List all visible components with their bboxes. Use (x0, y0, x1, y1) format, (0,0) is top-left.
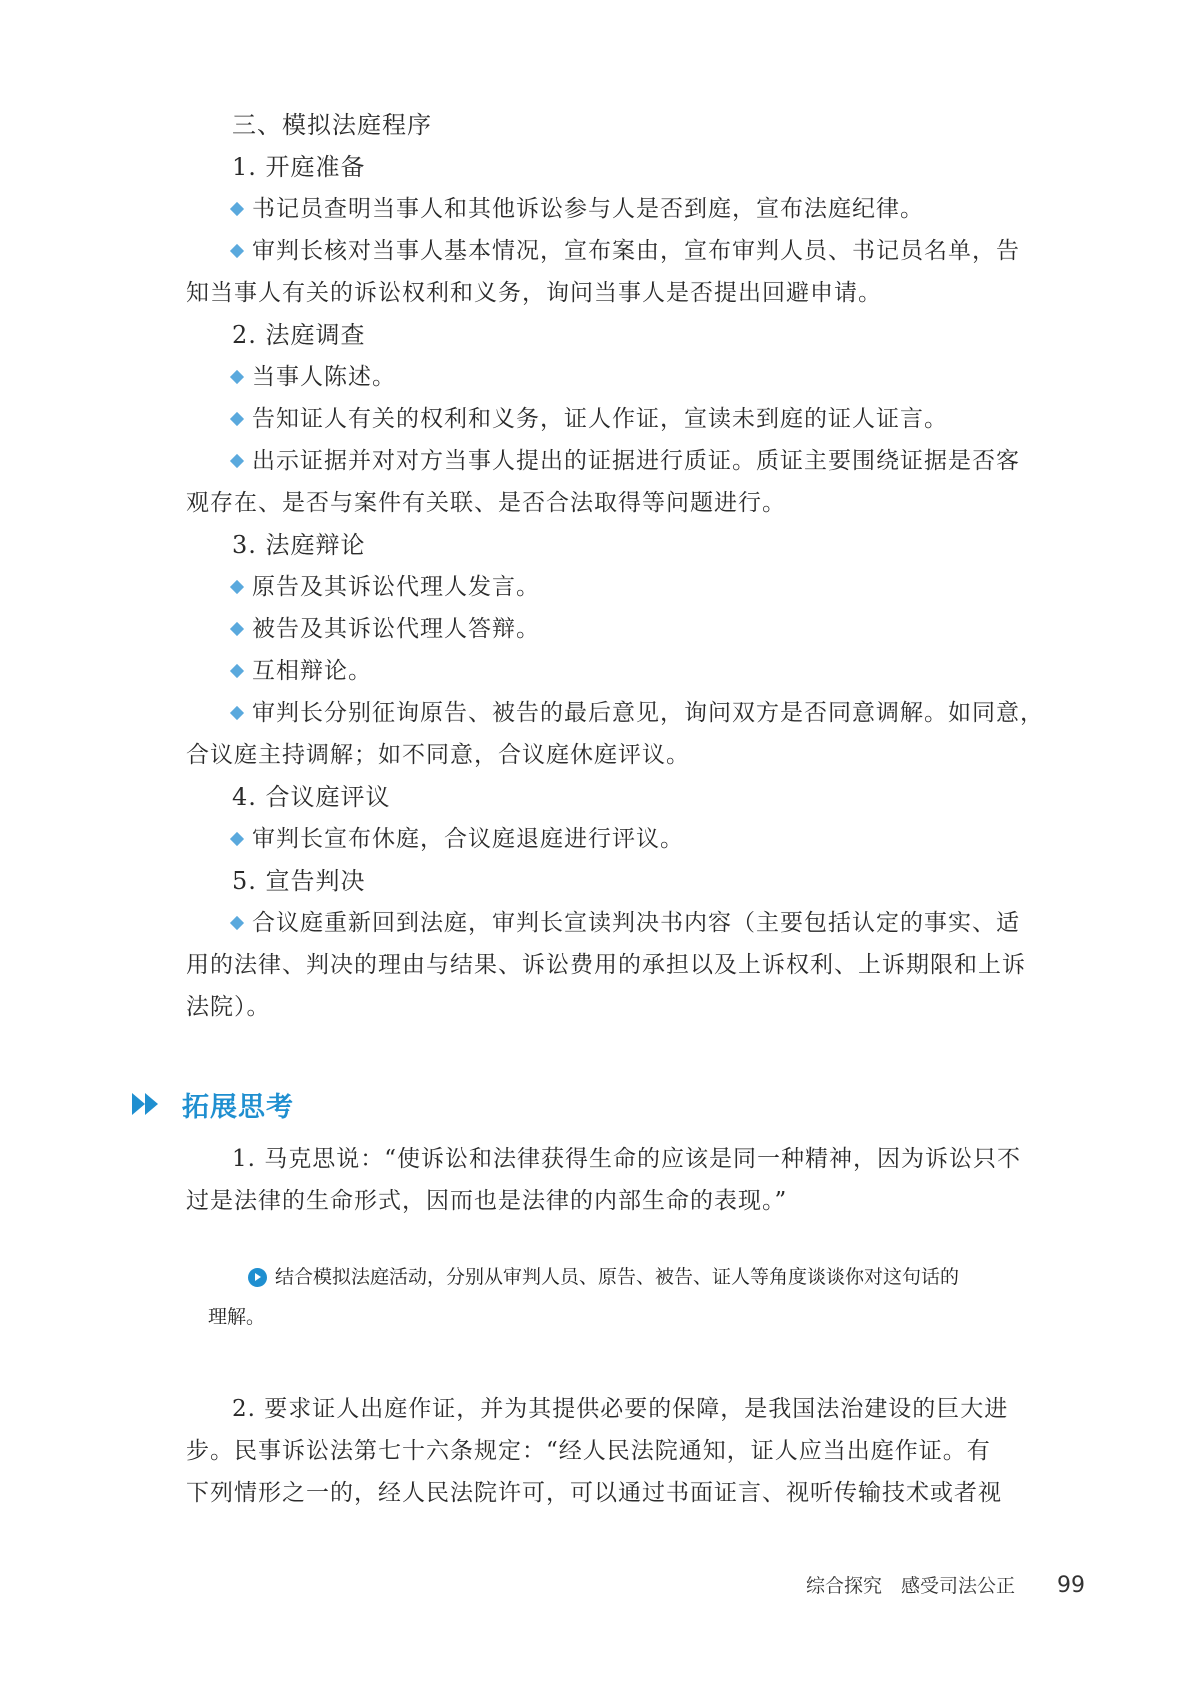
bullet-item: 出示证据并对对方当事人提出的证据进行质证。质证主要围绕证据是否客 (186, 440, 1046, 482)
diamond-bullet-icon (230, 832, 244, 846)
step-title: 5. 宣告判决 (232, 867, 366, 895)
diamond-bullet-icon (230, 454, 244, 468)
diamond-bullet-icon (230, 622, 244, 636)
bullet-item: 合议庭重新回到法庭，审判长宣读判决书内容（主要包括认定的事实、适 (186, 902, 1046, 944)
section-heading: 三、模拟法庭程序 (232, 111, 432, 139)
bullet-continuation: 知当事人有关的诉讼权利和义务，询问当事人是否提出回避申请。 (186, 280, 882, 306)
bullet-item: 互相辩论。 (186, 650, 1046, 692)
diamond-bullet-icon (230, 580, 244, 594)
bullet-item: 审判长核对当事人基本情况，宣布案由，宣布审判人员、书记员名单，告 (186, 230, 1046, 272)
diamond-bullet-icon (230, 664, 244, 678)
bullet-continuation: 观存在、是否与案件有关联、是否合法取得等问题进行。 (186, 490, 786, 516)
bullet-continuation: 法院）。 (186, 994, 271, 1020)
page-number: 99 (1057, 1573, 1086, 1598)
diamond-bullet-icon (230, 916, 244, 930)
question-text: 过是法律的生命形式，因而也是法律的内部生命的表现。” (186, 1188, 788, 1214)
question-text: 2. 要求证人出庭作证，并为其提供必要的保障，是我国法治建设的巨大进 (232, 1396, 1009, 1422)
question-text: 步。民事诉讼法第七十六条规定：“经人民法院通知，证人应当出庭作证。有 (186, 1438, 991, 1464)
diamond-bullet-icon (230, 244, 244, 258)
page-footer (806, 1571, 1085, 1598)
question-text: 下列情形之一的，经人民法院许可，可以通过书面证言、视听传输技术或者视 (186, 1480, 1002, 1506)
bullet-item: 当事人陈述。 (186, 356, 1046, 398)
diamond-bullet-icon (230, 706, 244, 720)
footer-chapter: 综合探究 感受司法公正 (806, 1575, 1016, 1597)
question-2 (186, 1388, 1046, 1514)
bullet-item: 审判长宣布休庭，合议庭退庭进行评议。 (186, 818, 1046, 860)
main-text (186, 104, 1046, 1028)
bullet-item: 书记员查明当事人和其他诉讼参与人是否到庭，宣布法庭纪律。 (186, 188, 1046, 230)
double-arrow-icon (132, 1093, 182, 1115)
play-arrow-icon (248, 1268, 267, 1287)
discussion-prompt: 结合模拟法庭活动，分别从审判人员、原告、被告、证人等角度谈谈你对这句话的 理解。 (208, 1266, 960, 1328)
diamond-bullet-icon (230, 370, 244, 384)
bullet-item: 告知证人有关的权利和义务，证人作证，宣读未到庭的证人证言。 (186, 398, 1046, 440)
extension-title: 拓展思考 (182, 1091, 294, 1123)
bullet-continuation: 合议庭主持调解；如不同意，合议庭休庭评议。 (186, 742, 690, 768)
question-1 (186, 1138, 1046, 1222)
question-text: 1. 马克思说：“使诉讼和法律获得生命的应该是同一种精神，因为诉讼只不 (232, 1146, 1022, 1172)
diamond-bullet-icon (230, 412, 244, 426)
step-title: 4. 合议庭评议 (232, 783, 391, 811)
bullet-item: 审判长分别征询原告、被告的最后意见，询问双方是否同意调解。如同意， (186, 692, 1046, 734)
step-title: 2. 法庭调查 (232, 321, 366, 349)
step-title: 1. 开庭准备 (232, 153, 366, 181)
bullet-item: 原告及其诉讼代理人发言。 (186, 566, 1046, 608)
step-title: 3. 法庭辩论 (232, 531, 366, 559)
bullet-item: 被告及其诉讼代理人答辩。 (186, 608, 1046, 650)
diamond-bullet-icon (230, 202, 244, 216)
bullet-continuation: 用的法律、判决的理由与结果、诉讼费用的承担以及上诉权利、上诉期限和上诉 (186, 952, 1026, 978)
extension-section-header (132, 1084, 294, 1124)
